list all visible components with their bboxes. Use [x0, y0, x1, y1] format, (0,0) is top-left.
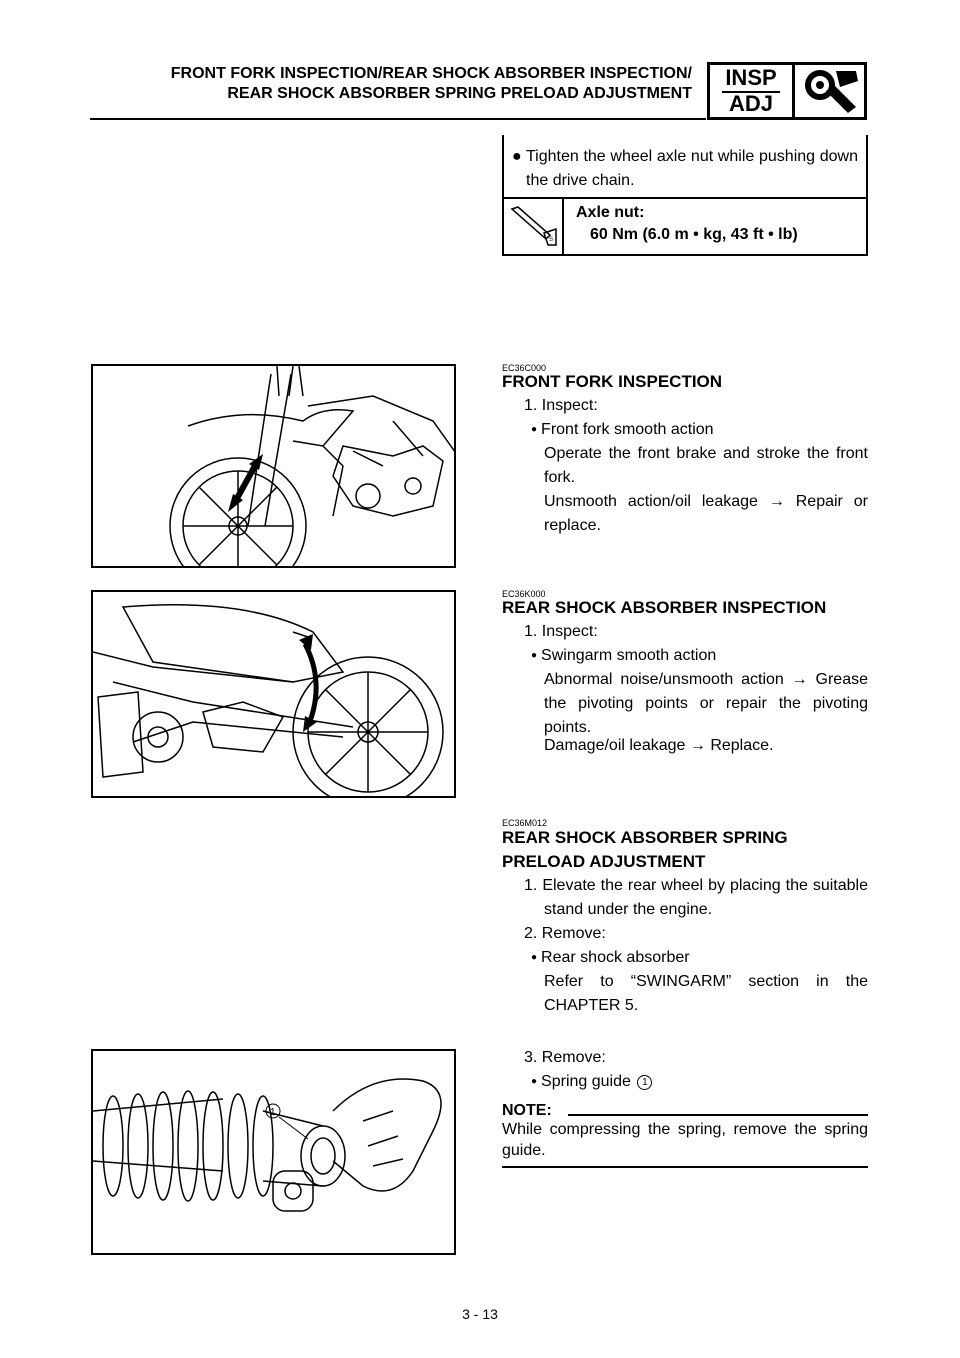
page-number: 3 - 13 — [462, 1306, 498, 1322]
rear-shock-illustration — [91, 590, 456, 798]
bullet-dot-icon: ● — [531, 650, 538, 661]
header-title-line2: REAR SHOCK ABSORBER SPRING PRELOAD ADJUSTMENT — [227, 85, 692, 102]
tighten-text: Tighten the wheel axle nut while pushing down the drive chain. — [526, 148, 858, 189]
note-label: NOTE: — [502, 1102, 552, 1119]
bullet-dot-icon: ● — [531, 1076, 538, 1087]
preload-step2-bullet — [531, 946, 690, 970]
box-column-divider — [562, 198, 564, 254]
badge-text-area — [710, 65, 795, 117]
spring-guide-drawing — [93, 1051, 454, 1253]
front-fork-text1: Operate the front brake and stroke the front fork. — [544, 445, 868, 486]
front-fork-bullet-text: Front fork smooth action — [541, 421, 714, 439]
preload-step2-bullet-text: Rear shock absorber — [541, 949, 690, 967]
note-text: While compressing the spring, remove the spring guide. — [502, 1121, 868, 1159]
motorcycle-rear-drawing — [93, 592, 454, 796]
tighten-box — [502, 135, 868, 256]
preload-title-line2: PRELOAD ADJUSTMENT — [502, 852, 706, 871]
bullet-dot-icon: ● — [531, 952, 538, 963]
wrench-inspect-icon — [796, 65, 864, 117]
rear-shock-title: REAR SHOCK ABSORBER INSPECTION — [502, 598, 827, 617]
front-fork-text2: Unsmooth action/oil leakage → Repair or replace. — [544, 493, 868, 534]
rear-shock-text1: Abnormal noise/unsmooth action → Grease the pivoting points or repair the pivoting points. — [544, 671, 868, 736]
note-rule-bottom — [502, 1166, 868, 1168]
preload-code: EC36M012 — [502, 818, 548, 828]
spec-value: 60 Nm (6.0 m • kg, 43 ft • lb) — [590, 226, 798, 243]
header-title-line1: FRONT FORK INSPECTION/REAR SHOCK ABSORBER INSPECTION/ — [170, 65, 692, 82]
section-badge — [707, 62, 867, 120]
tighten-bullet — [512, 145, 858, 193]
preload-step1: 1. Elevate the rear wheel by placing the suitable stand under the engine. — [524, 877, 868, 918]
front-fork-bullet — [531, 418, 714, 442]
preload-step3: 3. Remove: — [524, 1049, 606, 1066]
preload-step2-text: Refer to “SWINGARM” section in the CHAPTER 5. — [544, 973, 868, 1014]
page-header-title — [171, 64, 692, 104]
bullet-dot-icon: ● — [531, 424, 538, 435]
front-fork-title: FRONT FORK INSPECTION — [502, 372, 723, 391]
front-fork-code: EC36C000 — [502, 363, 547, 373]
box-divider — [504, 197, 866, 199]
preload-step3-bullet-text: Spring guide — [541, 1073, 631, 1091]
svg-text:S: S — [549, 237, 554, 243]
preload-title-line1: REAR SHOCK ABSORBER SPRING — [502, 828, 788, 847]
callout-number: 1 — [637, 1075, 652, 1090]
spec-label: Axle nut: — [576, 204, 645, 221]
rear-shock-text2: Damage/oil leakage → Replace. — [544, 737, 774, 754]
preload-step3-bullet — [531, 1070, 652, 1094]
motorcycle-front-drawing — [93, 366, 454, 566]
preload-step2: 2. Remove: — [524, 925, 606, 942]
bullet-dot-icon: ● — [512, 148, 522, 165]
header-rule — [90, 118, 706, 120]
rear-shock-bullet — [531, 644, 716, 668]
rear-shock-code: EC36K000 — [502, 589, 546, 599]
badge-adj: ADJ — [728, 91, 773, 116]
spring-guide-illustration — [91, 1049, 456, 1255]
badge-insp: INSP — [725, 65, 777, 90]
front-fork-illustration — [91, 364, 456, 568]
rear-shock-step: 1. Inspect: — [524, 623, 598, 640]
note-rule-top — [568, 1114, 868, 1116]
torque-wrench-icon — [510, 205, 558, 249]
front-fork-step: 1. Inspect: — [524, 397, 598, 414]
svg-text:1: 1 — [270, 1107, 276, 1118]
rear-shock-bullet-text: Swingarm smooth action — [541, 647, 717, 665]
